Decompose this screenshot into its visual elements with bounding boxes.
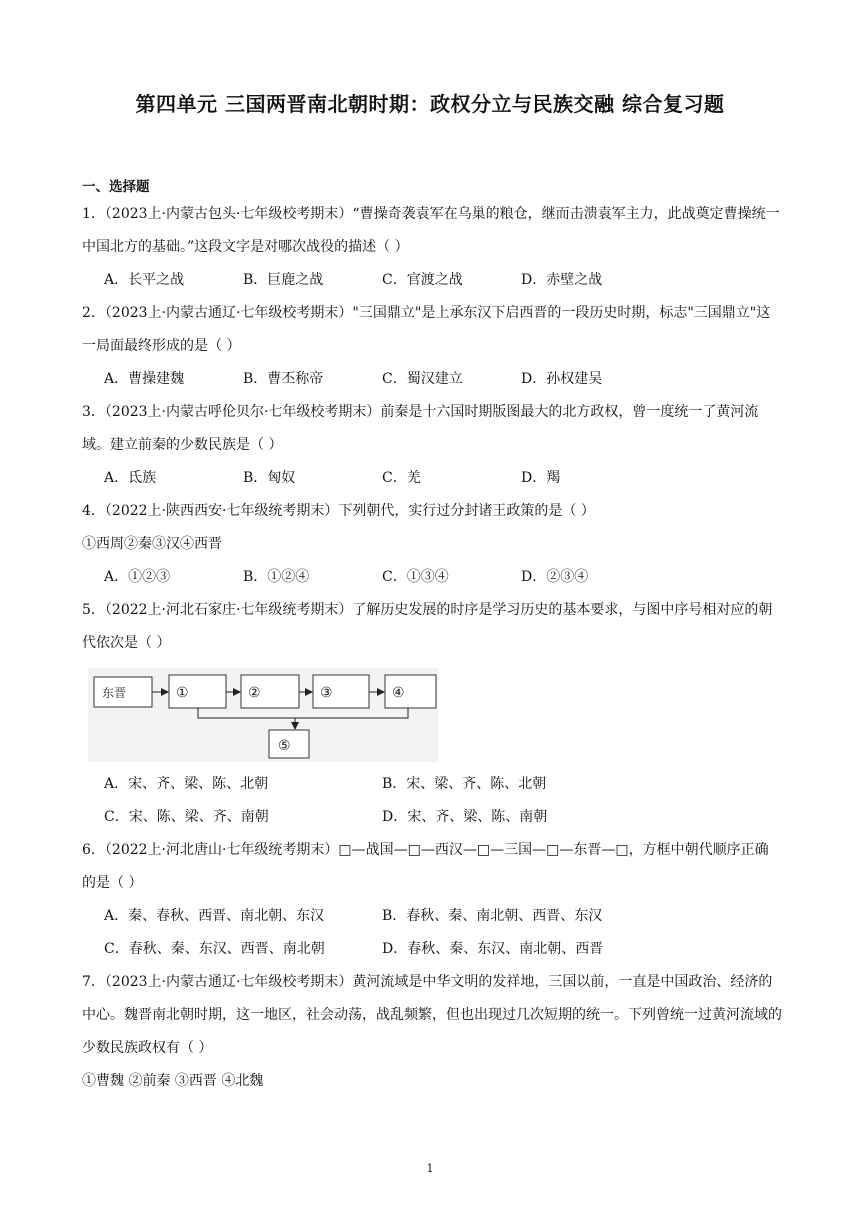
box-5-label: ⑤	[278, 738, 291, 754]
option-row	[82, 561, 782, 594]
question-list	[82, 198, 782, 1098]
option-c[interactable]: C．羌	[382, 470, 421, 486]
box-3-label: ③	[320, 685, 333, 701]
question-stem: 4．（2022上·陕西西安·七年级统考期末）下列朝代，实行过分封诸王政策的是（ ）	[82, 503, 595, 519]
question-stem: 7．（2023上·内蒙古通辽·七年级校考期末）黄河流域是中华文明的发祥地，三国以前，一直是中国政治、经济的中心。魏晋南北朝时期，这一地区，社会动荡，战乱频繁，但也出现过几次短期的统一。下列曾统一过黄河流域的少数民族政权有（ ）	[82, 974, 782, 1056]
option-row	[82, 363, 782, 396]
option-row	[82, 264, 782, 297]
option-a[interactable]: A．①②③	[104, 569, 171, 585]
question-5	[82, 594, 782, 834]
option-c[interactable]: C．①③④	[382, 569, 449, 585]
option-row	[82, 900, 782, 966]
question-items: ①曹魏 ②前秦 ③西晋 ④北魏	[82, 1073, 264, 1089]
option-b[interactable]: B．曹丕称帝	[243, 371, 324, 387]
dynasty-sequence-diagram	[88, 668, 438, 762]
question-4	[82, 495, 782, 594]
option-c[interactable]: C．蜀汉建立	[382, 371, 463, 387]
question-1	[82, 198, 782, 297]
question-stem: 6．（2022上·河北唐山·七年级统考期末）□—战国—□—西汉—□—三国—□—东晋—□，方框中朝代顺序正确的是（ ）	[82, 842, 769, 891]
option-d[interactable]: D．宋、齐、梁、陈、南朝	[382, 809, 548, 825]
question-stem: 3．（2023上·内蒙古呼伦贝尔·七年级校考期末）前秦是十六国时期版图最大的北方政权，曾一度统一了黄河流域。建立前秦的少数民族是（ ）	[82, 404, 759, 453]
box-start-label: 东晋	[102, 686, 127, 700]
option-a[interactable]: A．长平之战	[104, 272, 185, 288]
page-number: 1	[426, 1162, 434, 1175]
option-d[interactable]: D．春秋、秦、东汉、南北朝、西晋	[382, 941, 604, 957]
box-1-label: ①	[176, 685, 189, 701]
question-6	[82, 834, 782, 966]
option-a[interactable]: A．氐族	[104, 470, 157, 486]
question-2	[82, 297, 782, 396]
option-c[interactable]: C．宋、陈、梁、齐、南朝	[104, 809, 269, 825]
option-b[interactable]: B．匈奴	[243, 470, 296, 486]
option-d[interactable]: D．②③④	[521, 569, 589, 585]
option-row	[82, 462, 782, 495]
section-heading: 一、选择题	[82, 179, 150, 195]
option-d[interactable]: D．赤壁之战	[521, 272, 603, 288]
question-stem: 1．（2023上·内蒙古包头·七年级校考期末）“曹操奇袭袁军在乌巢的粮仓，继而击溃袁军主力，此战奠定曹操统一中国北方的基础。”这段文字是对哪次战役的描述（ ）	[82, 206, 780, 255]
question-stem: 2．（2023上·内蒙古通辽·七年级校考期末）"三国鼎立"是上承东汉下启西晋的一段历史时期，标志"三国鼎立"这一局面最终形成的是（ ）	[82, 305, 771, 354]
option-a[interactable]: A．曹操建魏	[104, 371, 185, 387]
option-c[interactable]: C．春秋、秦、东汉、西晋、南北朝	[104, 941, 325, 957]
option-b[interactable]: B．巨鹿之战	[243, 272, 324, 288]
option-b[interactable]: B．①②④	[243, 569, 310, 585]
option-a[interactable]: A．宋、齐、梁、陈、北朝	[104, 776, 269, 792]
option-d[interactable]: D．羯	[521, 470, 561, 486]
question-stem: 5．（2022上·河北石家庄·七年级统考期末）了解历史发展的时序是学习历史的基本要求，与图中序号相对应的朝代依次是（ ）	[82, 602, 773, 651]
option-row	[82, 768, 782, 834]
option-c[interactable]: C．官渡之战	[382, 272, 463, 288]
question-items: ①西周②秦③汉④西晋	[82, 536, 222, 552]
option-b[interactable]: B．春秋、秦、南北朝、西晋、东汉	[382, 908, 603, 924]
option-b[interactable]: B．宋、梁、齐、陈、北朝	[382, 776, 547, 792]
question-7	[82, 966, 782, 1098]
question-3	[82, 396, 782, 495]
box-4-label: ④	[392, 685, 405, 701]
option-a[interactable]: A．秦、春秋、西晋、南北朝、东汉	[104, 908, 325, 924]
box-2-label: ②	[248, 685, 261, 701]
page-title: 第四单元 三国两晋南北朝时期：政权分立与民族交融 综合复习题	[135, 92, 725, 116]
option-d[interactable]: D．孙权建吴	[521, 371, 603, 387]
